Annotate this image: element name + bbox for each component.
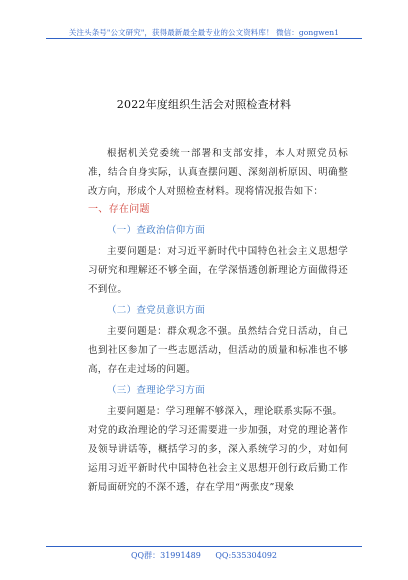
header-divider (46, 38, 362, 39)
page-header (0, 0, 408, 42)
intro-paragraph: 根据机关党委统一部署和支部安排，本人对照党员标准，结合自身实际，认真查摆问题、深刻剖析原因、明确整改方向，形成个人对照检查材料。现将情况报告如下： (88, 148, 348, 197)
document-title: 2022年度组织生活会对照检查材料 (116, 98, 292, 111)
section-heading-problems: 一、存在问题 (88, 204, 150, 215)
document-body (88, 144, 348, 497)
paragraph-theory-study-1: 主要问题是：学习理解不够深入，理论联系实际不强。 (107, 406, 343, 417)
paragraph-political-belief: 主要问题是：对习近平新时代中国特色社会主义思想学习研究和理解还不够全面，在学深悟透创新理论方面做得还不到位。 (88, 246, 348, 295)
page-footer (0, 550, 408, 561)
paragraph-theory-study-2: 对党的政治理论的学习还需要进一步加强，对党的理论著作及领导讲话等，概括学习的多，深入系统学习的少，对如何运用习近平新时代中国特色社会主义思想开创行政后勤工作新局面研究的不深不透，存在学用“两张皮”现象 (88, 425, 348, 493)
header-notice: 关注头条号"公文研究"，获得最新最全最专业的公文资料库！ 微信：gongwen1 (68, 28, 340, 37)
subsection-heading-theory-study: （三）查理论学习方面 (107, 385, 206, 396)
footer-divider (46, 546, 362, 547)
subsection-heading-party-awareness: （二）查党员意识方面 (107, 305, 206, 316)
subsection-heading-political-belief: （一）查政治信仰方面 (107, 225, 206, 236)
footer-qq-group: QQ群：31991489 (130, 551, 201, 560)
footer-qq: QQ:535304092 (215, 551, 277, 560)
paragraph-party-awareness: 主要问题是：群众观念不强。虽然结合党日活动，自己也到社区参加了一些志愿活动，但活动的质量和标准也不够高，存在走过场的问题。 (88, 326, 348, 375)
